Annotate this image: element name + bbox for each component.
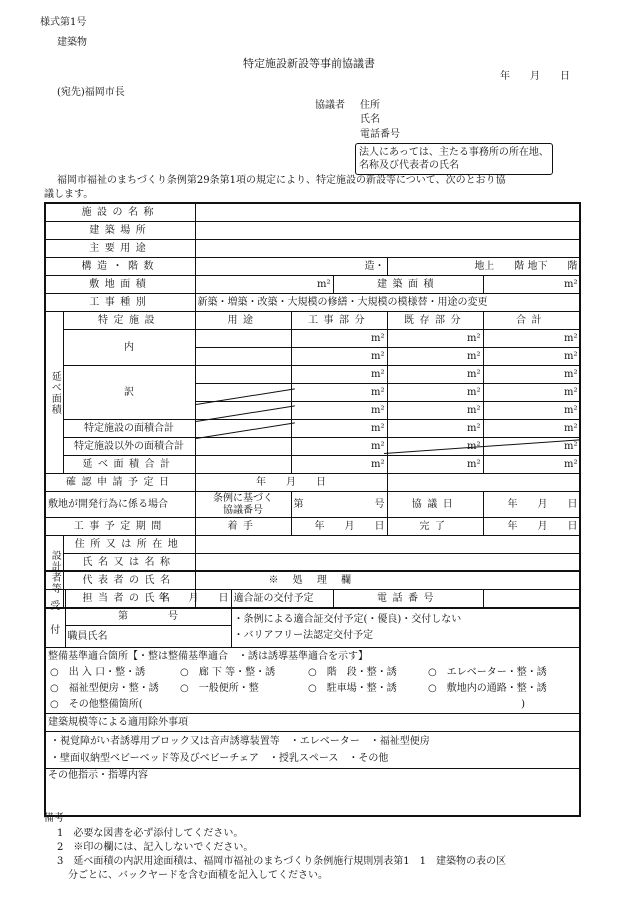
breakdown-existing-5[interactable]: m²: [387, 402, 483, 420]
site-area-input[interactable]: m²: [195, 276, 333, 294]
std-accessible-toilet[interactable]: ○ 福祉型便房・整・誘: [50, 683, 159, 694]
subtotal-other-total[interactable]: m²: [483, 438, 580, 456]
end-label: 完了: [387, 518, 483, 536]
subtotal-specific-total[interactable]: m²: [483, 420, 580, 438]
reception-label-1: 受: [50, 600, 61, 612]
certificate-option-1[interactable]: ・条例による適合証交付予定(・優良)・交付しない: [233, 613, 462, 625]
location-label: 建築場所: [45, 222, 195, 240]
std-stairs[interactable]: ○ 階 段・整・誘: [308, 667, 397, 678]
breakdown-use-1[interactable]: [195, 330, 291, 348]
subtotal-specific-label: 特定施設の面積合計: [63, 420, 195, 438]
breakdown-work-3[interactable]: m²: [291, 366, 387, 384]
designer-name-label: 氏名又は名称: [63, 554, 195, 572]
standards-row-3: [50, 697, 575, 713]
breakdown-existing-4[interactable]: m²: [387, 384, 483, 402]
subtotal-specific-existing[interactable]: m²: [387, 420, 483, 438]
col-work-header: 工事部分: [291, 312, 387, 330]
subtotal-total-work[interactable]: m²: [291, 456, 387, 474]
col-facility-header: 特定施設: [63, 312, 195, 330]
breakdown-use-5[interactable]: [195, 402, 291, 420]
confirm-date-input[interactable]: 年 月 日: [195, 474, 387, 492]
facility-name-label: 施設の名称: [45, 203, 195, 222]
name-label: 氏名: [360, 114, 380, 125]
reception-date[interactable]: 年 月 日: [65, 590, 231, 608]
subtotal-total-total[interactable]: m²: [483, 456, 580, 474]
breakdown-work-5[interactable]: m²: [291, 402, 387, 420]
exclusion-list: [45, 732, 580, 769]
structure-label: 構造・階数: [45, 258, 195, 276]
intro-line1: 福岡市福祉のまちづくり条例第29条第1項の規定により、特定施設の新設等について、次のとおり協: [57, 175, 506, 186]
standards-row-2: [50, 681, 575, 697]
col-existing-header: 既存部分: [387, 312, 483, 330]
remarks-title: 備考: [44, 813, 64, 824]
processing-table: [44, 570, 581, 817]
work-type-label: 工事種別: [45, 294, 195, 312]
site-area-label: 敷地面積: [45, 276, 195, 294]
phone-label: 電話番号: [360, 129, 400, 140]
subtotal-other-label: 特定施設以外の面積合計: [63, 438, 195, 456]
remark-3b: 分ごとに、バックヤードを含む面積を記入してください。: [68, 870, 328, 881]
processing-title: ※ 処 理 欄: [45, 571, 580, 590]
dev-label: 敷地が開発行為に係る場合: [45, 492, 195, 518]
breakdown-total-5[interactable]: m²: [483, 402, 580, 420]
facility-table: [44, 202, 581, 609]
ordinance-no-label-1: 条例に基づく: [213, 492, 273, 504]
ordinance-no-label-2: 協議番号: [223, 504, 263, 516]
standards-list: [45, 665, 580, 714]
floor-area-vertical-label: 延べ面積: [45, 312, 63, 474]
exclusion-header: 建築規模等による適用除外事項: [45, 714, 580, 732]
subtotal-other-use: [195, 438, 291, 456]
breakdown-label-1: 内: [63, 330, 195, 366]
staff-name[interactable]: 職員氏名: [65, 626, 231, 648]
form-number: 様式第1号: [40, 17, 87, 28]
ordinance-no-label: [195, 492, 291, 518]
exclusion-line-1[interactable]: ・視覚障がい者誘導用ブロック又は音声誘導装置等 ・エレベーター ・福祉型便房: [50, 736, 430, 747]
confirm-date-blank: [387, 474, 580, 492]
col-use-header: 用途: [195, 312, 291, 330]
floors-input[interactable]: 地上 階 地下 階: [387, 258, 580, 276]
corporate-note-line1: 法人にあっては、主たる事務所の所在地、: [359, 147, 549, 158]
reception-label-2: 付: [50, 624, 61, 636]
date-field[interactable]: 年 月 日: [500, 71, 570, 82]
building-area-input[interactable]: m²: [483, 276, 580, 294]
breakdown-use-4[interactable]: [195, 384, 291, 402]
other-instructions[interactable]: その他指示・指導内容: [45, 769, 580, 817]
start-date-input[interactable]: 年 月 日: [291, 518, 387, 536]
facility-name-input[interactable]: [195, 203, 580, 222]
breakdown-use-2[interactable]: [195, 348, 291, 366]
subtotal-other-existing[interactable]: m²: [387, 438, 483, 456]
certificate-plan-label: 適合証の交付予定: [231, 590, 580, 608]
form-category: 建築物: [57, 37, 87, 48]
dai-label: 第: [293, 498, 304, 510]
certificate-option-2[interactable]: ・バリアフリー法認定交付予定: [233, 629, 374, 641]
representative-label: 代表者の氏名: [63, 572, 195, 590]
standards-header: 整備基準適合箇所【・整は整備基準適合 ・誘は誘導基準適合を示す】: [45, 648, 580, 666]
main-use-input[interactable]: [195, 240, 580, 258]
std-general-toilet[interactable]: ○ 一般便所・整: [180, 683, 259, 694]
reception-number[interactable]: 第 号: [65, 608, 231, 626]
breakdown-existing-1[interactable]: m²: [387, 330, 483, 348]
designer-address-label: 住所又は所在地: [63, 536, 195, 554]
confirm-date-label: 確認申請予定日: [45, 474, 195, 492]
breakdown-label-2: 訳: [63, 366, 195, 420]
designer-phone-label: 電話番号: [333, 590, 483, 609]
ordinance-no-input[interactable]: [291, 492, 387, 518]
corporate-note-line2: 名称及び代表者の氏名: [359, 160, 459, 171]
breakdown-work-4[interactable]: m²: [291, 384, 387, 402]
designer-name-input[interactable]: [195, 554, 580, 572]
agreement-date-input[interactable]: 年 月 日: [483, 492, 580, 518]
designer-address-input[interactable]: [195, 536, 580, 554]
std-site-path[interactable]: ○ 敷地内の通路・整・誘: [428, 683, 547, 694]
applicant-label: 協議者: [315, 100, 345, 111]
address-label: 住所: [360, 100, 380, 111]
std-other-close: ): [521, 699, 526, 710]
std-corridor[interactable]: ○ 廊 下 等・整・誘: [180, 667, 276, 678]
corporate-note: [355, 143, 553, 175]
addressee: (宛先)福岡市長: [57, 87, 125, 98]
std-parking[interactable]: ○ 駐車場・整・誘: [308, 683, 397, 694]
col-total-header: 合計: [483, 312, 580, 330]
breakdown-total-2[interactable]: m²: [483, 348, 580, 366]
schedule-label: 工事予定期間: [45, 518, 195, 536]
subtotal-total-label: 延べ面積合計: [63, 456, 195, 474]
contact-person-label: 担当者の氏名: [63, 590, 195, 609]
work-type-options[interactable]: 新築・増築・改築・大規模の修繕・大規模の模様替・用途の変更: [195, 294, 580, 312]
designer-vertical-label: 設計者等: [45, 536, 63, 609]
reception-label: [45, 590, 65, 648]
remark-3a: 3 延べ面積の内訳用途面積は、福岡市福祉のまちづくり条例施行規則別表第1 1 建築物の表の区: [57, 856, 506, 867]
breakdown-work-1[interactable]: m²: [291, 330, 387, 348]
subtotal-total-use: [195, 456, 291, 474]
end-date-input[interactable]: 年 月 日: [483, 518, 580, 536]
building-area-label: 建築面積: [333, 276, 483, 294]
exclusion-line-2[interactable]: ・壁面収納型ベビーベッド等及びベビーチェア ・授乳スペース ・その他: [50, 753, 389, 764]
location-input[interactable]: [195, 222, 580, 240]
certificate-options: [231, 608, 580, 648]
subtotal-other-work[interactable]: m²: [291, 438, 387, 456]
subtotal-specific-work[interactable]: m²: [291, 420, 387, 438]
breakdown-use-3[interactable]: [195, 366, 291, 384]
go-label: 号: [374, 498, 385, 510]
breakdown-total-1[interactable]: m²: [483, 330, 580, 348]
remark-1: 1 必要な図書を必ず添付してください。: [57, 828, 244, 839]
breakdown-existing-3[interactable]: m²: [387, 366, 483, 384]
main-use-label: 主要用途: [45, 240, 195, 258]
breakdown-work-2[interactable]: m²: [291, 348, 387, 366]
agreement-date-label: 協議日: [387, 492, 483, 518]
breakdown-total-4[interactable]: m²: [483, 384, 580, 402]
breakdown-total-3[interactable]: m²: [483, 366, 580, 384]
remark-2: 2 ※印の欄には、記入しないでください。: [57, 842, 254, 853]
std-other[interactable]: ○ その他整備箇所(: [50, 699, 143, 710]
standards-row-1: [50, 665, 575, 681]
page-title: 特定施設新設等事前協議書: [243, 57, 375, 70]
breakdown-existing-2[interactable]: m²: [387, 348, 483, 366]
start-label: 着手: [195, 518, 291, 536]
intro-line2: 議します。: [44, 189, 94, 200]
subtotal-total-existing[interactable]: m²: [387, 456, 483, 474]
std-elevator[interactable]: ○ エレベーター・整・誘: [428, 667, 547, 678]
std-entrance[interactable]: ○ 出 入 口・整・誘: [50, 667, 146, 678]
structure-input[interactable]: 造・: [195, 258, 387, 276]
